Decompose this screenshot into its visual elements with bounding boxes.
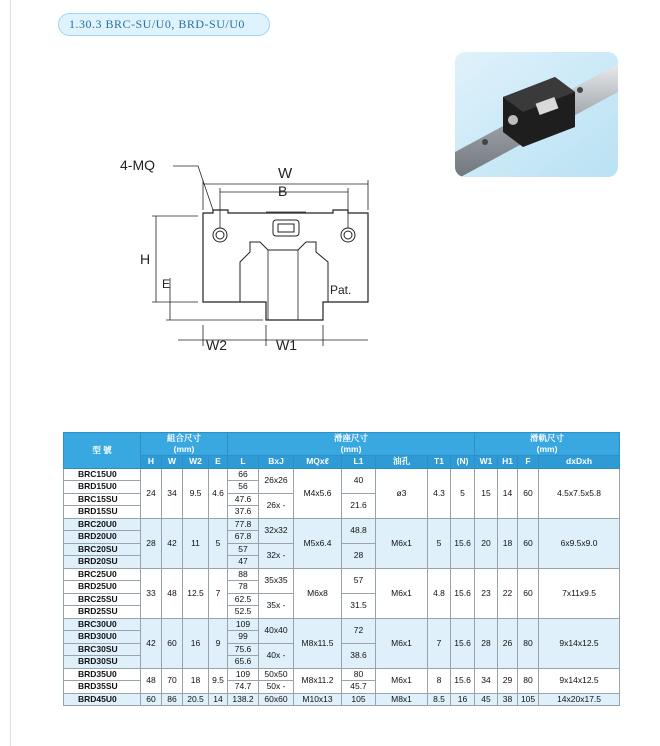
table-cell: 47	[228, 556, 259, 569]
table-cell: 21.6	[342, 493, 376, 518]
label-pat: Pat.	[330, 283, 352, 297]
table-cell: 7	[209, 568, 228, 618]
table-cell: 50x -	[259, 681, 294, 694]
table-cell: 15.6	[451, 618, 475, 668]
table-cell: 31.5	[342, 593, 376, 618]
table-cell: 9.5	[183, 468, 209, 518]
model-cell: BRC25U0	[64, 568, 141, 581]
model-cell: BRC20U0	[64, 518, 141, 531]
table-cell: 23	[475, 568, 498, 618]
table-cell: 32x -	[259, 543, 294, 568]
table-cell: 78	[228, 581, 259, 594]
table-cell: 7x11x9.5	[539, 568, 620, 618]
header-rail: 滑軌尺寸 (mm)	[475, 433, 620, 456]
label-w: W	[278, 165, 293, 182]
table-cell: 35x -	[259, 593, 294, 618]
label-w2: W2	[206, 337, 227, 353]
table-cell: 42	[162, 518, 183, 568]
table-cell: 56	[228, 481, 259, 494]
table-cell: 15.6	[451, 518, 475, 568]
model-cell: BRD20U0	[64, 531, 141, 544]
table-cell: 20	[475, 518, 498, 568]
table-cell: 4.3	[428, 468, 451, 518]
model-cell: BRD30U0	[64, 631, 141, 644]
table-cell: 99	[228, 631, 259, 644]
spec-table-wrap	[63, 432, 619, 706]
label-e: E	[162, 277, 171, 291]
table-cell: 18	[498, 518, 518, 568]
table-cell: 12.5	[183, 568, 209, 618]
table-cell: M8x11.5	[294, 618, 342, 668]
table-cell: 4.5x7.5x5.8	[539, 468, 620, 518]
label-w1: W1	[276, 337, 297, 353]
table-cell: 38	[498, 693, 518, 706]
table-cell: 60	[162, 618, 183, 668]
model-cell: BRC20SU	[64, 543, 141, 556]
model-cell: BRC25SU	[64, 593, 141, 606]
table-cell: 7	[428, 618, 451, 668]
table-header	[64, 433, 620, 469]
model-cell: BRD45U0	[64, 693, 141, 706]
table-cell: 26	[498, 618, 518, 668]
model-cell: BRD35U0	[64, 668, 141, 681]
table-cell: 8.5	[428, 693, 451, 706]
column-header: E	[209, 456, 228, 469]
table-cell: 20.5	[183, 693, 209, 706]
table-cell: 57	[342, 568, 376, 593]
table-cell: 72	[342, 618, 376, 643]
model-cell: BRD20SU	[64, 556, 141, 569]
table-row	[64, 693, 620, 706]
table-cell: 60	[141, 693, 162, 706]
table-cell: 24	[141, 468, 162, 518]
column-header: F	[518, 456, 539, 469]
table-cell: 15.6	[451, 568, 475, 618]
column-header: H1	[498, 456, 518, 469]
table-cell: 5	[209, 518, 228, 568]
table-cell: 14	[209, 693, 228, 706]
table-cell: 9x14x12.5	[539, 668, 620, 693]
table-cell: 26x -	[259, 493, 294, 518]
column-header: W2	[183, 456, 209, 469]
label-h: H	[140, 251, 151, 267]
table-cell: M8x11.2	[294, 668, 342, 693]
table-row	[64, 568, 620, 581]
table-cell: 40x40	[259, 618, 294, 643]
header-slider: 滑座尺寸 (mm)	[228, 433, 475, 456]
table-cell: 15.6	[451, 668, 475, 693]
table-cell: M4x5.6	[294, 468, 342, 518]
table-cell: 37.6	[228, 506, 259, 519]
table-cell: 9.5	[209, 668, 228, 693]
column-header: T1	[428, 456, 451, 469]
table-cell: 45	[475, 693, 498, 706]
column-header: 油孔	[376, 456, 428, 469]
table-cell: 9	[209, 618, 228, 668]
table-cell: M5x6.4	[294, 518, 342, 568]
table-cell: 60	[518, 468, 539, 518]
table-body	[64, 468, 620, 706]
table-cell: 50x50	[259, 668, 294, 681]
table-cell: 15	[475, 468, 498, 518]
table-cell: 14x20x17.5	[539, 693, 620, 706]
table-row	[64, 468, 620, 481]
model-cell: BRD35SU	[64, 681, 141, 694]
table-cell: 9x14x12.5	[539, 618, 620, 668]
model-cell: BRD15U0	[64, 481, 141, 494]
table-cell: 5	[428, 518, 451, 568]
table-cell: 65.6	[228, 656, 259, 669]
table-cell: 45.7	[342, 681, 376, 694]
table-cell: 22	[498, 568, 518, 618]
table-cell: 18	[183, 668, 209, 693]
table-cell: M10x13	[294, 693, 342, 706]
table-cell: 29	[498, 668, 518, 693]
model-cell: BRD25U0	[64, 581, 141, 594]
table-cell: 8	[428, 668, 451, 693]
table-cell: 35x35	[259, 568, 294, 593]
table-cell: 88	[228, 568, 259, 581]
column-header: (N)	[451, 456, 475, 469]
table-cell: 80	[342, 668, 376, 681]
table-cell: 52.5	[228, 606, 259, 619]
table-cell: 60	[518, 568, 539, 618]
table-cell: 34	[162, 468, 183, 518]
table-cell: 4.6	[209, 468, 228, 518]
model-cell: BRC30U0	[64, 618, 141, 631]
table-cell: 34	[475, 668, 498, 693]
table-cell: 80	[518, 618, 539, 668]
table-cell: 66	[228, 468, 259, 481]
table-cell: 60	[518, 518, 539, 568]
model-cell: BRC15U0	[64, 468, 141, 481]
table-cell: 5	[451, 468, 475, 518]
table-cell: 67.8	[228, 531, 259, 544]
model-cell: BRC30SU	[64, 643, 141, 656]
column-header: H	[141, 456, 162, 469]
table-cell: 16	[183, 618, 209, 668]
column-header: MQxℓ	[294, 456, 342, 469]
header-assembly: 組合尺寸 (mm)	[141, 433, 228, 456]
table-cell: 32x32	[259, 518, 294, 543]
table-cell: M6x1	[376, 568, 428, 618]
table-cell: M6x8	[294, 568, 342, 618]
table-cell: ø3	[376, 468, 428, 518]
spec-table	[63, 432, 620, 706]
table-cell: 138.2	[228, 693, 259, 706]
table-row	[64, 618, 620, 631]
product-photo	[455, 52, 618, 177]
table-cell: 77.8	[228, 518, 259, 531]
table-cell: 57	[228, 543, 259, 556]
label-b: B	[278, 183, 288, 199]
table-cell: 14	[498, 468, 518, 518]
table-cell: 62.5	[228, 593, 259, 606]
table-cell: 16	[451, 693, 475, 706]
table-cell: 48	[141, 668, 162, 693]
table-cell: 105	[518, 693, 539, 706]
table-cell: 47.6	[228, 493, 259, 506]
table-cell: M8x1	[376, 693, 428, 706]
table-cell: 74.7	[228, 681, 259, 694]
table-cell: 38.6	[342, 643, 376, 668]
column-header: BxJ	[259, 456, 294, 469]
model-cell: BRC15SU	[64, 493, 141, 506]
table-cell: 105	[342, 693, 376, 706]
table-cell: 42	[141, 618, 162, 668]
cross-section-drawing	[118, 150, 378, 360]
section-title: 1.30.3 BRC-SU/U0, BRD-SU/U0	[58, 13, 270, 36]
column-header: dxDxh	[539, 456, 620, 469]
model-cell: BRD25SU	[64, 606, 141, 619]
table-cell: 33	[141, 568, 162, 618]
table-cell: 48.8	[342, 518, 376, 543]
table-cell: 11	[183, 518, 209, 568]
table-cell: 6x9.5x9.0	[539, 518, 620, 568]
table-cell: 28	[475, 618, 498, 668]
table-cell: 109	[228, 618, 259, 631]
label-mq: 4-MQ	[120, 157, 155, 173]
table-row	[64, 668, 620, 681]
table-cell: 48	[162, 568, 183, 618]
table-cell: 75.6	[228, 643, 259, 656]
table-cell: M6x1	[376, 618, 428, 668]
table-cell: 80	[518, 668, 539, 693]
table-row	[64, 518, 620, 531]
table-cell: 28	[342, 543, 376, 568]
table-cell: M6x1	[376, 518, 428, 568]
table-cell: 28	[141, 518, 162, 568]
table-cell: 4.8	[428, 568, 451, 618]
table-cell: 26x26	[259, 468, 294, 493]
table-cell: M6x1	[376, 668, 428, 693]
model-cell: BRD30SU	[64, 656, 141, 669]
table-cell: 86	[162, 693, 183, 706]
column-header: L1	[342, 456, 376, 469]
column-header: W1	[475, 456, 498, 469]
column-header: L	[228, 456, 259, 469]
table-cell: 60x60	[259, 693, 294, 706]
table-cell: 70	[162, 668, 183, 693]
table-cell: 40	[342, 468, 376, 493]
table-cell: 109	[228, 668, 259, 681]
column-header: W	[162, 456, 183, 469]
model-cell: BRD15SU	[64, 506, 141, 519]
table-cell: 40x -	[259, 643, 294, 668]
page-margin-line	[10, 0, 11, 746]
header-model: 型 號	[64, 433, 141, 469]
